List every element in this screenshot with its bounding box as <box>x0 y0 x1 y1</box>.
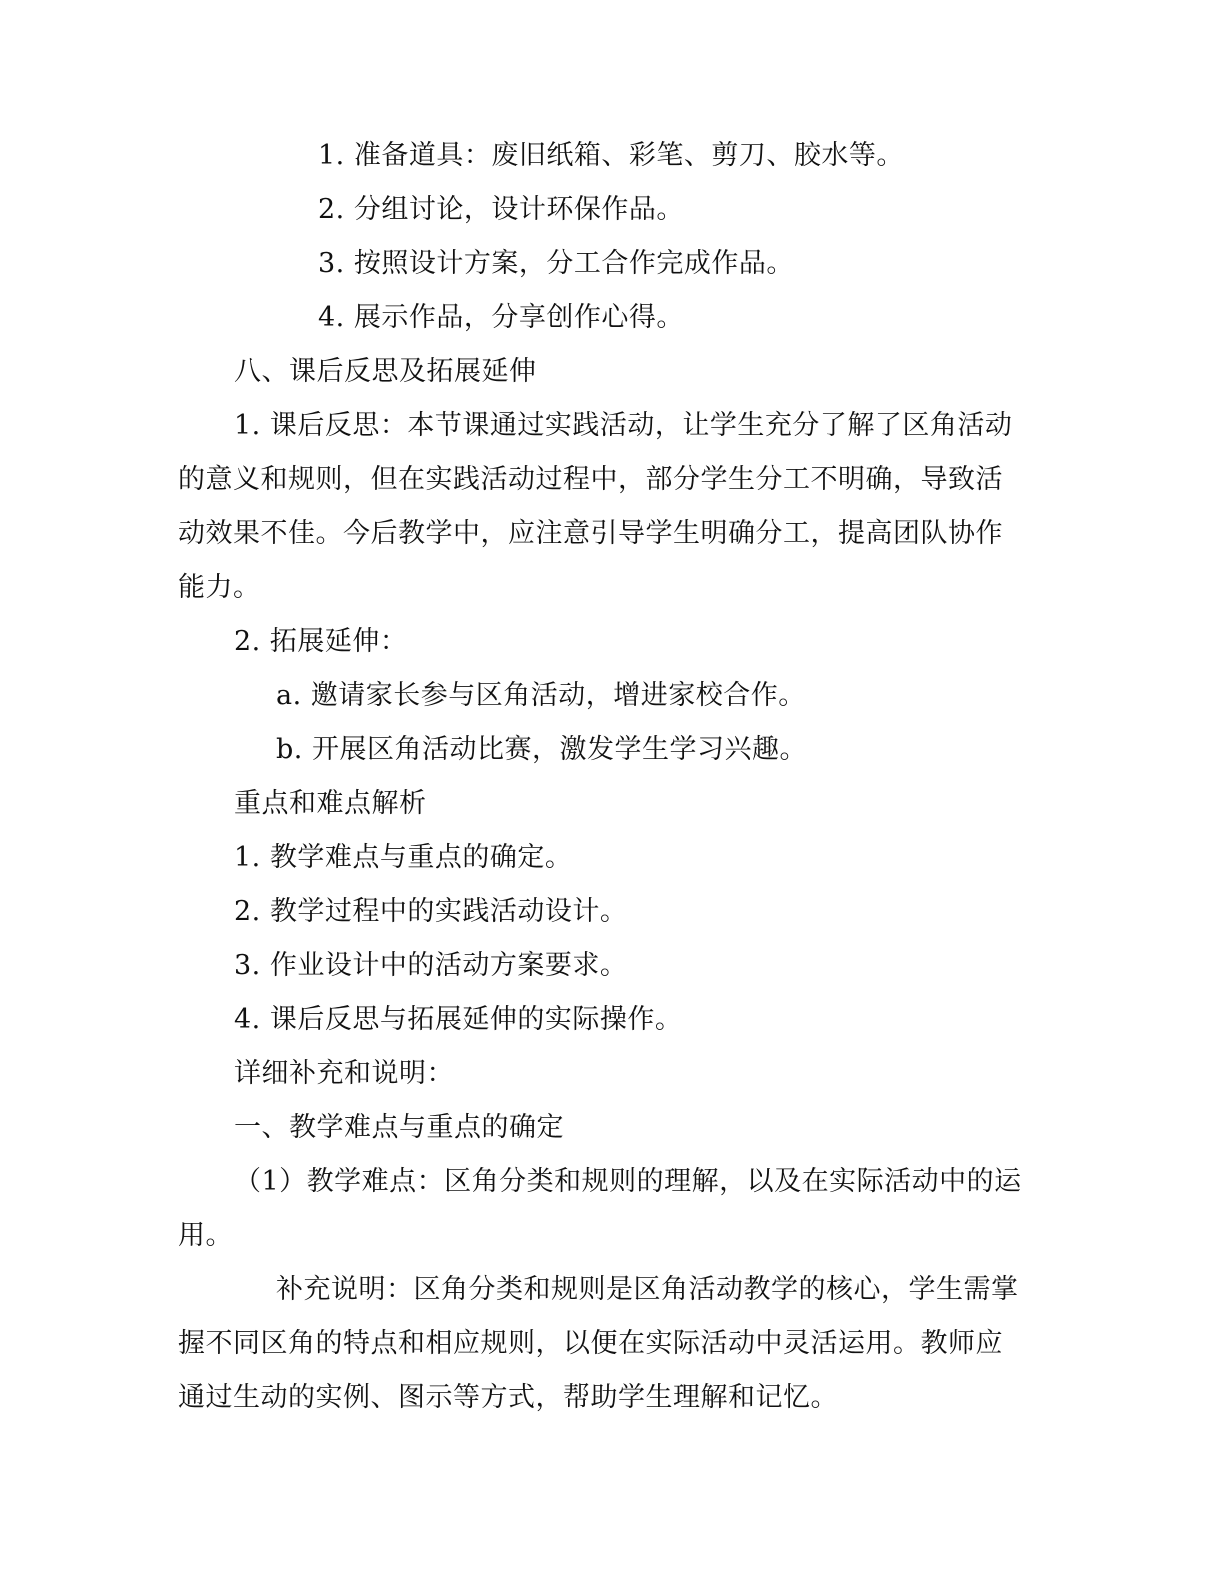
section-heading-details: 详细补充和说明： <box>234 1058 454 1089</box>
supplement-paragraph-line-1: 补充说明：区角分类和规则是区角活动教学的核心，学生需掌 <box>276 1274 1019 1305</box>
reflection-paragraph-line-2: 的意义和规则，但在实践活动过程中，部分学生分工不明确，导致活 <box>178 464 1003 495</box>
supplement-paragraph-line-2: 握不同区角的特点和相应规则，以便在实际活动中灵活运用。教师应 <box>178 1328 1003 1359</box>
difficulty-paragraph-line-1: （1）教学难点：区角分类和规则的理解，以及在实际活动中的运 <box>234 1166 1022 1197</box>
reflection-paragraph-line-3: 动效果不佳。今后教学中，应注意引导学生明确分工，提高团队协作 <box>178 518 1003 549</box>
activity-step-4: 4. 展示作品，分享创作心得。 <box>318 302 684 333</box>
extension-item-a: a. 邀请家长参与区角活动，增进家校合作。 <box>276 680 806 711</box>
activity-step-2: 2. 分组讨论，设计环保作品。 <box>318 194 684 225</box>
supplement-paragraph-line-3: 通过生动的实例、图示等方式，帮助学生理解和记忆。 <box>178 1382 838 1413</box>
reflection-paragraph-line-4: 能力。 <box>178 572 261 603</box>
key-point-1: 1. 教学难点与重点的确定。 <box>234 842 573 873</box>
key-point-4: 4. 课后反思与拓展延伸的实际操作。 <box>234 1004 683 1035</box>
key-point-3: 3. 作业设计中的活动方案要求。 <box>234 950 628 981</box>
section-heading-key-points: 重点和难点解析 <box>234 788 427 819</box>
difficulty-paragraph-line-2: 用。 <box>178 1220 233 1251</box>
reflection-paragraph-line-1: 1. 课后反思：本节课通过实践活动，让学生充分了解了区角活动 <box>234 410 1013 441</box>
activity-step-1: 1. 准备道具：废旧纸箱、彩笔、剪刀、胶水等。 <box>318 140 904 171</box>
section-heading-reflection: 八、课后反思及拓展延伸 <box>234 356 537 387</box>
extension-heading: 2. 拓展延伸： <box>234 626 408 657</box>
subsection-heading-1: 一、教学难点与重点的确定 <box>234 1112 564 1143</box>
key-point-2: 2. 教学过程中的实践活动设计。 <box>234 896 628 927</box>
activity-step-3: 3. 按照设计方案，分工合作完成作品。 <box>318 248 794 279</box>
extension-item-b: b. 开展区角活动比赛，激发学生学习兴趣。 <box>276 734 807 765</box>
